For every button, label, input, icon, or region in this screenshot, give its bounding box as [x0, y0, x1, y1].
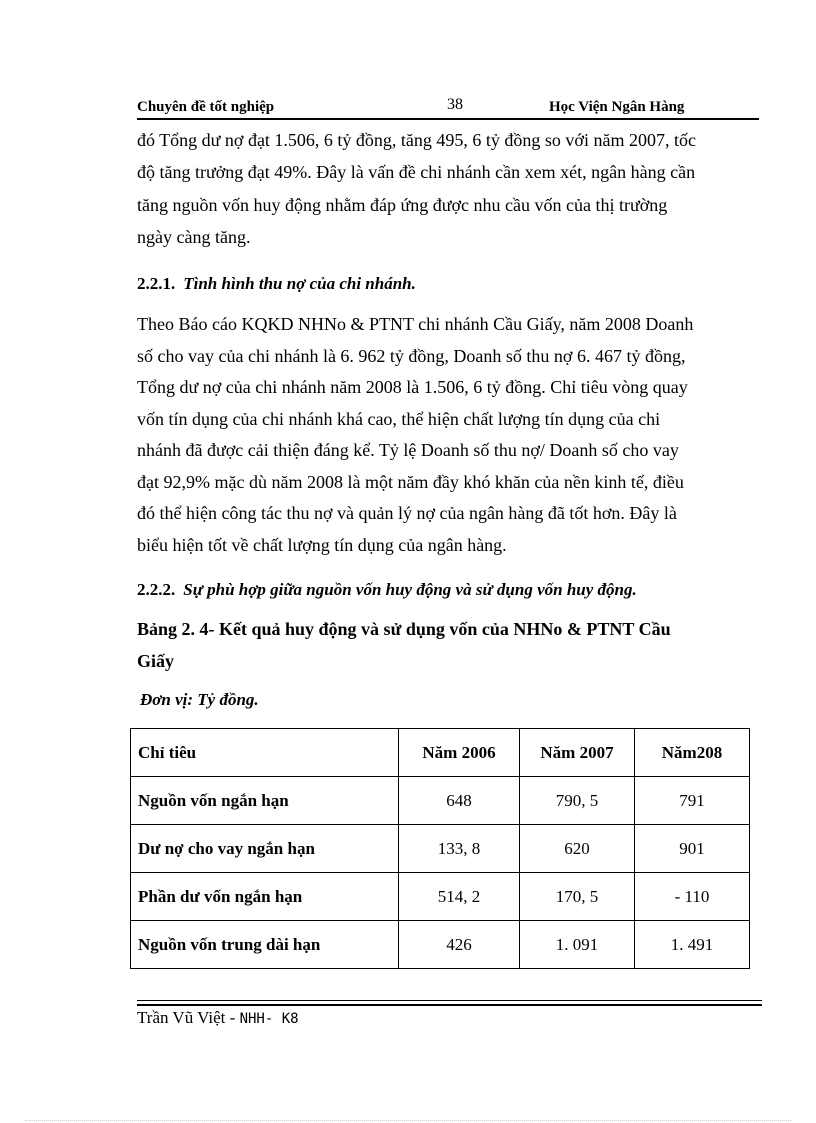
section-heading-2-2-2 — [137, 580, 637, 600]
section-heading-2-2-1 — [137, 274, 416, 294]
table-cell: 170, 5 — [520, 873, 635, 921]
table-cell: 1. 491 — [635, 921, 750, 969]
table-cell: Dư nợ cho vay ngắn hạn — [131, 825, 399, 873]
intro-line: độ tăng trưởng đạt 49%. Đây là vấn đề chi nhánh cần xem xét, ngân hàng cần — [137, 161, 696, 182]
intro-line: đó Tổng dư nợ đạt 1.506, 6 tỷ đồng, tăng 495, 6 tỷ đồng so với năm 2007, tốc — [137, 130, 696, 150]
page-header — [137, 96, 759, 120]
table-header-row — [131, 729, 750, 777]
table-cell: Phần dư vốn ngắn hạn — [131, 873, 399, 921]
section-number: 2.2.1. — [137, 274, 176, 293]
section-title: Sự phù hợp giữa nguồn vốn huy động và sử dụng vốn huy động. — [183, 580, 637, 599]
body-paragraph — [137, 309, 759, 561]
table-header-cell: Năm 2007 — [520, 729, 635, 777]
body-line: số cho vay của chi nhánh là 6. 962 tỷ đồng, Doanh số thu nợ 6. 467 tỷ đồng, — [137, 345, 686, 366]
table-cell: - 110 — [635, 873, 750, 921]
table-row — [131, 777, 750, 825]
footer-class: NHH- K8 — [239, 1011, 299, 1027]
header-document-type: Chuyên đề tốt nghiệp — [137, 99, 275, 115]
table-cell: Nguồn vốn ngắn hạn — [131, 777, 399, 825]
table-caption — [137, 613, 759, 677]
footer-rule — [137, 1004, 762, 1006]
table-cell: 901 — [635, 825, 750, 873]
page-edge-divider — [25, 1120, 791, 1121]
table-row — [131, 825, 750, 873]
body-line: đạt 92,9% mặc dù năm 2008 là một năm đầy khó khăn của nền kinh tế, điều — [137, 471, 684, 492]
table-row — [131, 921, 750, 969]
body-line: biểu hiện tốt về chất lượng tín dụng của ngân hàng. — [137, 534, 507, 555]
body-line: Theo Báo cáo KQKD NHNo & PTNT chi nhánh Cầu Giấy, năm 2008 Doanh — [137, 314, 694, 334]
results-table — [130, 728, 750, 969]
table-cell: 648 — [399, 777, 520, 825]
body-line: nhánh đã được cải thiện đáng kể. Tỷ lệ Doanh số thu nợ/ Doanh số cho vay — [137, 440, 679, 460]
table-cell: Nguồn vốn trung dài hạn — [131, 921, 399, 969]
table-cell: 426 — [399, 921, 520, 969]
table-unit-note: Đơn vị: Tỷ đồng. — [140, 690, 259, 709]
table-caption-line: Bảng 2. 4- Kết quả huy động và sử dụng vốn của NHNo & PTNT Cầu — [137, 619, 671, 639]
page-footer — [137, 1008, 299, 1028]
body-line: Tổng dư nợ của chi nhánh năm 2008 là 1.506, 6 tỷ đồng. Chỉ tiêu vòng quay — [137, 377, 688, 397]
table-header-cell: Chỉ tiêu — [131, 729, 399, 777]
footer-rule — [137, 1000, 762, 1001]
table-row — [131, 873, 750, 921]
table-header-cell: Năm 2006 — [399, 729, 520, 777]
table-cell: 791 — [635, 777, 750, 825]
table-cell: 514, 2 — [399, 873, 520, 921]
header-institution: Học Viện Ngân Hàng — [549, 99, 685, 115]
table-cell: 790, 5 — [520, 777, 635, 825]
intro-line: ngày càng tăng. — [137, 226, 251, 247]
body-line: vốn tín dụng của chi nhánh khá cao, thể hiện chất lượng tín dụng của chi — [137, 408, 661, 429]
table-cell: 133, 8 — [399, 825, 520, 873]
section-number: 2.2.2. — [137, 580, 176, 599]
table-cell: 620 — [520, 825, 635, 873]
section-title: Tình hình thu nợ của chi nhánh. — [183, 274, 416, 293]
footer-author: Trần Vũ Việt - — [137, 1008, 236, 1027]
page-number: 38 — [447, 96, 463, 113]
body-line: đó thể hiện công tác thu nợ và quản lý nợ của ngân hàng đã tốt hơn. Đây là — [137, 503, 677, 523]
table-header-cell: Năm208 — [635, 729, 750, 777]
table-cell: 1. 091 — [520, 921, 635, 969]
intro-paragraph — [137, 125, 759, 253]
table-caption-line: Giấy — [137, 651, 175, 671]
intro-line: tăng nguồn vốn huy động nhằm đáp ứng được nhu cầu vốn của thị trường — [137, 195, 668, 215]
